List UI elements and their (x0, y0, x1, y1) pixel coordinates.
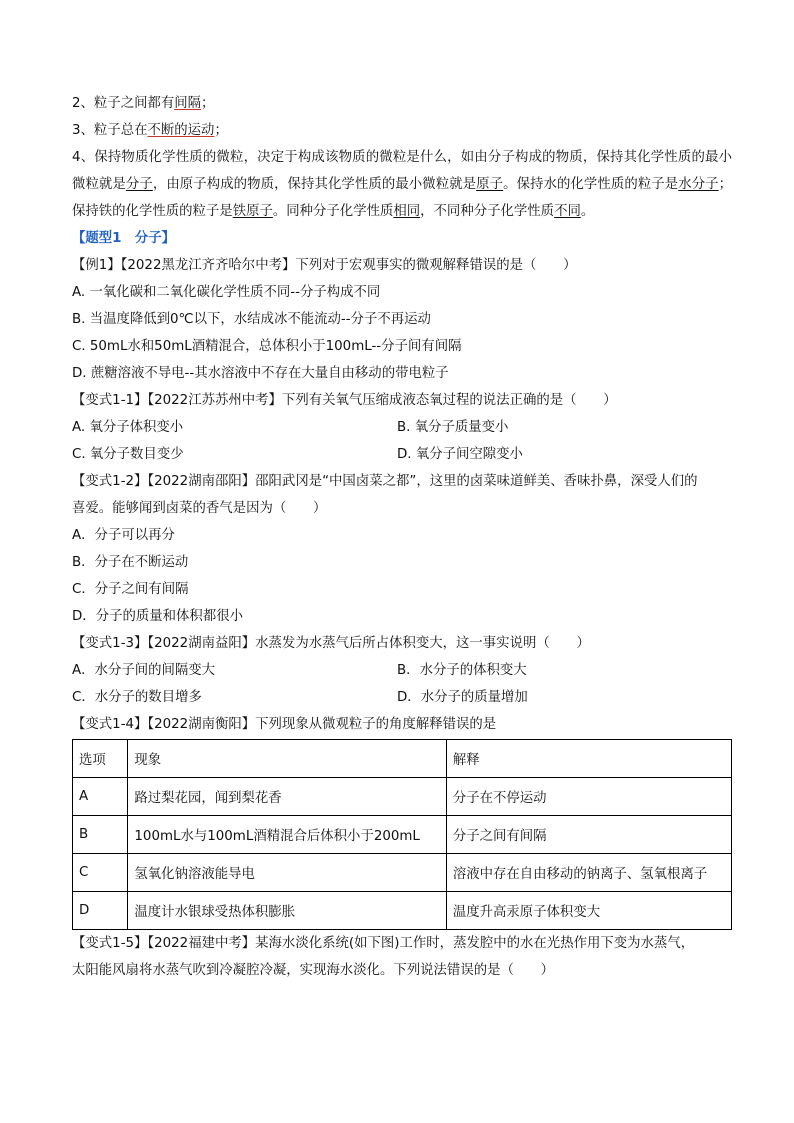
document-page (72, 90, 732, 984)
answer-blank: 原子 (476, 177, 504, 192)
variant-1-3-option-a: A．水分子间的间隔变大 (72, 663, 216, 678)
table-cell: A (73, 778, 128, 816)
example-1-option-b: B. 当温度降低到0℃以下，水结成冰不能流动--分子不再运动 (72, 312, 431, 327)
point-3: 3、粒子总在不断的运动； (72, 123, 228, 138)
answer-blank: 不同 (554, 204, 581, 219)
point-2: 2、粒子之间都有间隔； (72, 96, 215, 111)
variant-1-2-option-b: B．分子在不断运动 (72, 555, 189, 570)
table-cell: 分子在不停运动 (446, 778, 731, 816)
variant-1-3-options-row (72, 657, 732, 684)
example-1-option-d: D. 蔗糖溶液不导电--其水溶液中不存在大量自由移动的带电粒子 (72, 366, 449, 381)
answer-blank: 间隔 (174, 96, 202, 111)
variant-1-1-option-b: B. 氧分子质量变小 (397, 420, 509, 435)
answer-blank: 不断的运动 (147, 123, 215, 138)
variant-1-3-option-c: C．水分子的数目增多 (72, 690, 202, 705)
table-cell: 100mL水与100mL酒精混合后体积小于200mL (128, 816, 446, 854)
table-cell: 路过梨花园，闻到梨花香 (128, 778, 446, 816)
variant-1-1-option-c: C. 氧分子数目变少 (72, 447, 184, 462)
table-row (73, 816, 732, 854)
variant-1-4-stem: 【变式1-4】【2022湖南衡阳】下列现象从微观粒子的角度解释错误的是 (72, 717, 497, 732)
table-row (73, 854, 732, 892)
variant-1-1-options-row (72, 414, 732, 441)
variant-1-3-option-d: D．水分子的质量增加 (397, 690, 528, 705)
point-4: 4、保持物质化学性质的微粒，决定于构成该物质的微粒是什么，如由分子构成的物质，保持其化学性质的最小微粒就是分子，由原子构成的物质，保持其化学性质的最小微粒就是原子。保持水的化学性质的粒子是水分子；保持铁的化学性质的粒子是铁原子。同种分子化学性质相同，不同种分子化学性质不同。 (72, 150, 733, 219)
variant-1-3-options-row (72, 684, 732, 711)
phenomena-table (72, 739, 732, 930)
table-cell: B (73, 816, 128, 854)
variant-1-1-option-a: A. 氧分子体积变小 (72, 420, 184, 435)
variant-1-2-stem-cont: 喜爱。能够闻到卤菜的香气是因为（ ） (72, 501, 327, 516)
variant-1-2-stem: 【变式1-2】【2022湖南邵阳】邵阳武冈是“中国卤菜之都”，这里的卤菜味道鲜美、香味扑鼻，深受人们的 (72, 474, 698, 489)
variant-1-1-option-d: D. 氧分子间空隙变小 (397, 447, 523, 462)
table-row (73, 778, 732, 816)
answer-blank: 分子 (125, 177, 153, 192)
table-header: 选项 (73, 740, 128, 778)
section-title: 【题型1 分子】 (72, 231, 176, 246)
variant-1-2-option-d: D．分子的质量和体积都很小 (72, 609, 243, 624)
table-cell: 分子之间有间隔 (446, 816, 731, 854)
variant-1-2-option-c: C．分子之间有间隔 (72, 582, 189, 597)
example-1-option-a: A. 一氧化碳和二氧化碳化学性质不同--分子构成不同 (72, 285, 381, 300)
answer-blank: 相同 (393, 204, 421, 219)
variant-1-3-stem: 【变式1-3】【2022湖南益阳】水蒸发为水蒸气后所占体积变大，这一事实说明（ ） (72, 636, 590, 651)
variant-1-2-option-a: A．分子可以再分 (72, 528, 175, 543)
table-cell: C (73, 854, 128, 892)
table-cell: 温度计水银球受热体积膨胀 (128, 892, 446, 930)
variant-1-5-stem-cont: 太阳能风扇将水蒸气吹到冷凝腔冷凝，实现海水淡化。下列说法错误的是（ ） (72, 963, 555, 978)
example-1-option-c: C. 50mL水和50mL酒精混合，总体积小于100mL--分子间有间隔 (72, 339, 462, 354)
variant-1-1-options-row (72, 441, 732, 468)
table-cell: 溶液中存在自由移动的钠离子、氢氧根离子 (446, 854, 731, 892)
answer-blank: 水分子 (678, 177, 719, 192)
table-cell: 氢氧化钠溶液能导电 (128, 854, 446, 892)
table-header: 现象 (128, 740, 446, 778)
variant-1-1-stem: 【变式1-1】【2022江苏苏州中考】下列有关氧气压缩成液态氧过程的说法正确的是（ ） (72, 393, 617, 408)
variant-1-5-stem: 【变式1-5】【2022福建中考】某海水淡化系统(如下图)工作时，蒸发腔中的水在光热作用下变为水蒸气， (72, 936, 695, 951)
table-row (73, 892, 732, 930)
answer-blank: 铁原子 (232, 204, 273, 219)
table-cell: 温度升高汞原子体积变大 (446, 892, 731, 930)
table-header: 解释 (446, 740, 731, 778)
table-cell: D (73, 892, 128, 930)
example-1-stem: 【例1】【2022黑龙江齐齐哈尔中考】下列对于宏观事实的微观解释错误的是（ ） (72, 258, 577, 273)
table-header-row (73, 740, 732, 778)
variant-1-3-option-b: B．水分子的体积变大 (397, 663, 527, 678)
